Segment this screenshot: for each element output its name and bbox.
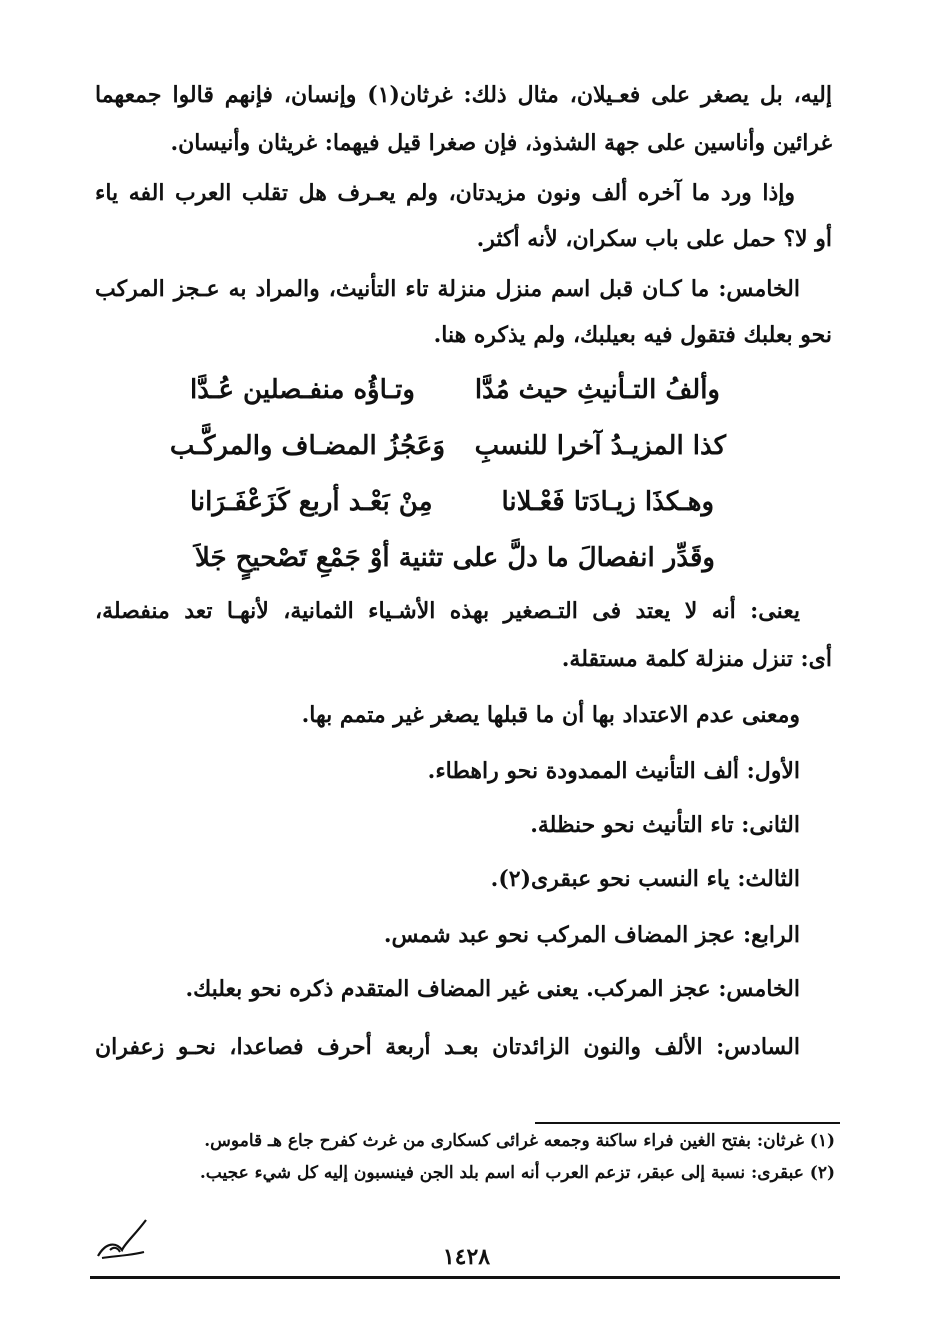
text-line: أو لا؟ حمل على باب سكران، لأنه أكثر.	[476, 226, 832, 252]
text-line: أى: تنزل منزلة كلمة مستقلة.	[561, 646, 832, 672]
list-item: الثانى: تاء التأنيث نحو حنظلة.	[530, 812, 800, 838]
page-bottom-rule	[90, 1276, 840, 1279]
list-item: الرابع: عجز المضاف المركب نحو عبد شمس.	[383, 922, 800, 948]
footnote: (٢) عبقرى: نسبة إلى عبقر، تزعم العرب أنه اسم بلد الجن فينسبون إليه كل شيء عجيب.	[199, 1163, 835, 1183]
page-number: ١٤٢٨	[442, 1244, 491, 1270]
text-line: وإذا ورد ما آخره ألف ونون مزيدتان، ولم يعـرف هل تقلب العرب الفه ياء	[95, 180, 795, 206]
list-item: الأول: ألف التأنيث الممدودة نحو راهطاء.	[427, 758, 800, 784]
verse-hemistich-left: تثنية أوْ جَمْعِ تَصْحيحٍ جَلاَ	[195, 543, 444, 573]
verse-hemistich-right: كذا المزيـدُ آخرا للنسبِ	[474, 431, 726, 461]
text-line: نحو بعلبك فتقول فيه بعيلبك، ولم يذكره هنا.	[433, 322, 832, 348]
verse-hemistich-left: مِنْ بَعْـد أربع كَزَعْفَـرَانا	[190, 487, 433, 517]
footnote: (١) غرثان: بفتح الغين فراء ساكنة وجمعه غرائى كسكارى من غرث كفرح جاع هـ قاموس.	[204, 1131, 835, 1151]
text-line: ومعنى عدم الاعتداد بها أن ما قبلها يصغر غير متمم بها.	[301, 702, 800, 728]
list-item: الخامس: عجز المركب. يعنى غير المضاف المتقدم ذكره نحو بعلبك.	[185, 976, 800, 1002]
text-line: غرائين وأناسين على جهة الشذوذ، فإن صغرا قيل فيهما: غريثان وأنيسان.	[170, 130, 832, 156]
list-item: السادس: الألف والنون الزائدتان بعـد أربعة أحرف فصاعدا، نحـو زعفران	[95, 1034, 800, 1060]
verse-hemistich-right: وألفُ التـأنيثِ حيث مُدَّا	[474, 375, 720, 405]
verse-hemistich-left: وَعَجُزُ المضـاف والمركَّـب	[169, 431, 445, 461]
text-line: الخامس: ما كـان قبل اسم منزل منزلة تاء التأنيث، والمراد به عـجز المركب	[95, 276, 800, 302]
footnote-rule	[535, 1122, 840, 1124]
verse-hemistich-right: وهـكذَا زيـادَتا فَعْـلانا	[501, 487, 714, 517]
list-item: الثالث: ياء النسب نحو عبقرى(٢).	[490, 866, 800, 892]
verse-hemistich-right: وقَدِّر انفصالَ ما دلَّ على	[452, 543, 715, 573]
verse-hemistich-left: وتـاؤُه منفـصلين عُـدَّا	[190, 375, 415, 405]
text-line: يعنى: أنه لا يعتد فى التـصغير بهذه الأشـياء الثمانية، لأنهـا تعد منفصلة،	[95, 598, 800, 624]
text-line: إليه، بل يصغر على فعـيلان، مثال ذلك: غرثان(١) وإنسان، فإنهم قالوا جمعهما	[95, 82, 832, 108]
